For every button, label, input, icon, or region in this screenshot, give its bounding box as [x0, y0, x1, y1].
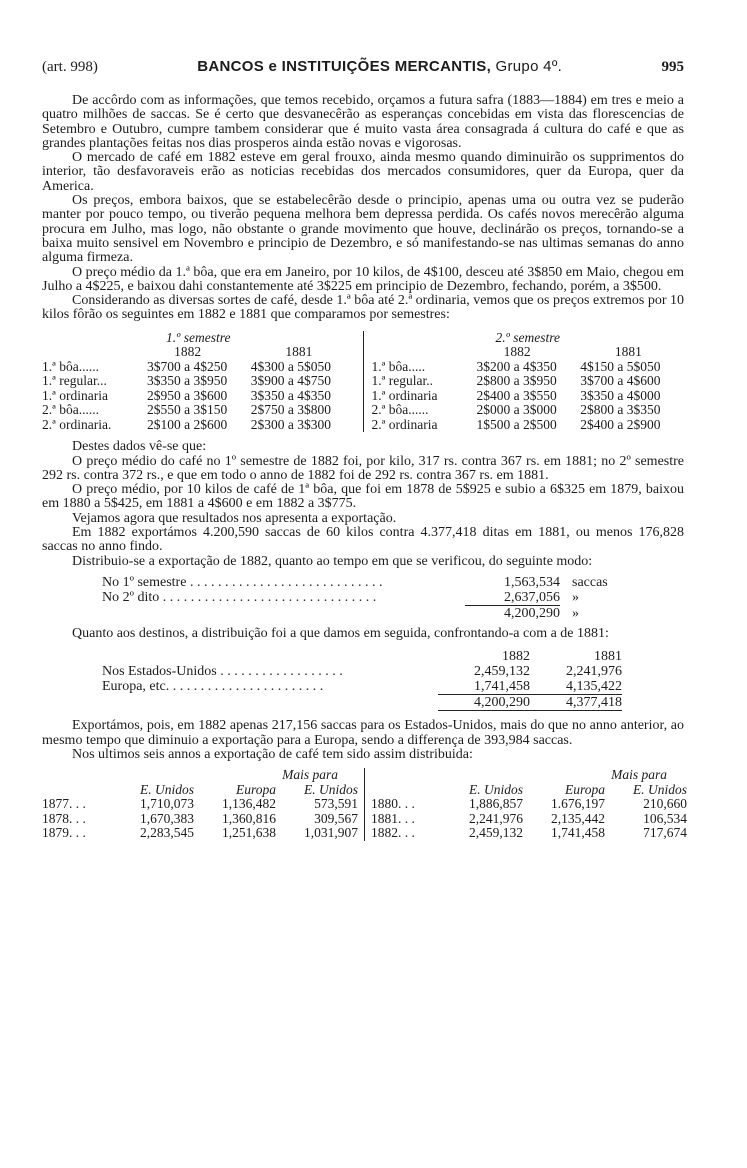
- column-header: E. Unidos: [469, 781, 523, 797]
- sum-cell: 4,200,290: [504, 605, 560, 621]
- cell: 3$700 a 4$600: [580, 373, 661, 389]
- table-row: [42, 403, 355, 418]
- mais-para-label: Mais para: [282, 767, 338, 783]
- semester-title: 1.º semestre: [166, 329, 231, 345]
- table-row: [372, 403, 685, 418]
- cell: 106,534: [643, 810, 687, 826]
- cell: 2$950 a 3$600: [147, 387, 228, 403]
- column-header: Europa: [565, 781, 605, 797]
- cell: 1$500 a 2$500: [476, 416, 557, 432]
- paragraph: Em 1882 exportámos 4.200,590 saccas de 60 kilos contra 4.377,418 ditas em 1881, ou menos 176,828 saccas no anno findo.: [42, 525, 684, 555]
- paragraph: Distribuio-se a exportação de 1882, quanto ao tempo em que se verificou, do seguinte modo:: [72, 553, 593, 569]
- table-row: [42, 418, 355, 433]
- totals-row: [102, 590, 622, 606]
- table-row: [102, 679, 622, 695]
- cell: 1,136,482: [222, 796, 276, 812]
- row-label: 2.ª bôa......: [42, 402, 99, 418]
- cell: 1,360,816: [222, 810, 276, 826]
- year-header: 1882: [502, 649, 530, 665]
- row-label: No 1º semestre . . . . . . . . . . . . . . . . . . . . . . . . . . . .: [102, 574, 383, 590]
- cell: 4,135,422: [530, 679, 622, 695]
- cell: 1,710,073: [140, 796, 194, 812]
- row-label: 1.ª regular..: [371, 373, 433, 389]
- row-label: 1.ª bôa......: [42, 358, 99, 374]
- cell: 2$750 a 3$800: [250, 402, 331, 418]
- year-header: 1881: [614, 344, 642, 360]
- distribution-left: [42, 768, 365, 841]
- totals-row: [102, 575, 622, 590]
- table-row: [372, 418, 685, 433]
- cell: 2,241,976: [566, 664, 622, 680]
- paragraph: O preço médio da 1.ª bôa, que era em Janeiro, por 10 kilos, de 4$100, desceu até 3$850 em Maio, chegou em Julho a 4$225, e baixou dahi constantemente até 3$225 em principio de Dezembro, fechando, porém, a 3$500.: [42, 264, 684, 294]
- sum-cell: 4,377,418: [530, 695, 622, 711]
- row-label: No 2º dito . . . . . . . . . . . . . . . . . . . . . . . . . . . . . . .: [102, 589, 377, 605]
- cell: 2$550 a 3$150: [147, 402, 228, 418]
- table-row: [102, 664, 622, 679]
- cell: 1,741,458: [438, 679, 530, 695]
- article-ref: (art. 998): [42, 59, 98, 75]
- cell: 309,567: [314, 810, 358, 826]
- second-semester: [364, 331, 685, 433]
- year-header: 1882: [174, 344, 202, 360]
- paragraph: O preço médio, por 10 kilos de café de 1ª bôa, que foi em 1878 de 5$925 e subio a 6$325 em 1879, baixou em 1880 a 5$425, em 1881 a 4$600 e em 1882 a 3$775.: [42, 482, 684, 512]
- unit: »: [572, 605, 579, 621]
- cell: 3$350 a 3$950: [147, 373, 228, 389]
- table-row: [42, 797, 358, 812]
- cell: 3$350 a 4$000: [580, 387, 661, 403]
- cell: 1,886,857: [469, 796, 523, 812]
- paragraph: Os preços, embora baixos, que se estabelecêrão desde o principio, apenas uma ou outra vez se puderão manter por pouco tempo, ou tiverão pequena melhora bem depressa perdida. Os cafés novos merecêrão alguma procura em Julho, mas logo, não obstante o grande movimento que houve, declinárão os preços, tornando-se a baixa muito sensivel em Novembro e principio de Dezembro, e só manifestando-se nas ultimas semanas do anno alguma firmeza.: [42, 193, 684, 266]
- unit: saccas: [572, 574, 608, 590]
- paragraph: Destes dados vê-se que:: [72, 439, 207, 455]
- paragraph: Nos ultimos seis annos a exportação de café tem sido assim distribuida:: [72, 746, 473, 762]
- cell: 2$000 a 3$000: [476, 402, 557, 418]
- cell: 2,241,976: [469, 810, 523, 826]
- year-header: 1882: [503, 344, 531, 360]
- destinations-table: [102, 649, 622, 711]
- column-header: E. Unidos: [140, 781, 194, 797]
- paragraph: Vejamos agora que resultados nos apresenta a exportação.: [72, 510, 397, 526]
- group-text: Grupo 4º.: [495, 58, 563, 75]
- semester-price-table: [42, 331, 684, 433]
- unit: »: [572, 589, 579, 605]
- cell: 2$400 a 3$550: [476, 387, 557, 403]
- cell: 2,135,442: [551, 810, 605, 826]
- table-row: [371, 812, 687, 827]
- semester-totals: [102, 575, 622, 621]
- cell: 2$800 a 3$950: [476, 373, 557, 389]
- page-title: [197, 58, 562, 75]
- paragraph: De accôrdo com as informações, que temos recebido, orçamos a futura safra (1883—1884) em tres e meio a quatro milhões de saccas. Se é certo que desvanecêrão as esperanças concebidas em vista das florescencias de Setembro e Outubro, cumpre tambem considerar que é muito vasta área consagrada á cultura do café e que as grandes plantações feitas nos dias prosperos ainda estão novas e vigorosas.: [42, 93, 684, 151]
- table-row: [42, 360, 355, 375]
- cell: 2,459,132: [474, 664, 530, 680]
- table-row: [372, 360, 685, 375]
- semester-title: 2.º semestre: [495, 329, 560, 345]
- cell: 3$700 a 4$250: [147, 358, 228, 374]
- header-row: [42, 783, 358, 798]
- cell: 3$350 a 4$350: [250, 387, 331, 403]
- cell: 2,283,545: [140, 825, 194, 841]
- paragraph: O preço médio do café no 1º semestre de 1882 foi, por kilo, 317 rs. contra 367 rs. em 1881; no 2º semestre 292 rs. contra 372 rs., e que em todo o anno de 1882 foi de 292 rs. contra 367 rs. em 1881.: [42, 453, 684, 483]
- table-row: [42, 374, 355, 389]
- table-row: [372, 374, 685, 389]
- paragraph: Exportámos, pois, em 1882 apenas 217,156 saccas para os Estados-Unidos, mais do que no anno anterior, ao mesmo tempo que diminuio a exportação para a Europa, sendo a differença de 393,984 saccas.: [42, 718, 684, 748]
- mais-para-label: Mais para: [611, 767, 667, 783]
- row-label: Europa, etc. . . . . . . . . . . . . . . . . . . . . . .: [102, 679, 324, 695]
- row-label: 2.ª ordinaria.: [42, 416, 112, 432]
- column-header: E. Unidos: [304, 781, 358, 797]
- cell: 573,591: [314, 796, 358, 812]
- cell: 2$400 a 2$900: [580, 416, 661, 432]
- cell: 3$200 a 4$350: [476, 358, 557, 374]
- year-header: 1881: [594, 649, 622, 665]
- title-text: BANCOS e INSTITUIÇÕES MERCANTIS,: [197, 58, 492, 75]
- cell: 2,459,132: [469, 825, 523, 841]
- cell: 717,674: [643, 825, 687, 841]
- row-label: 1880. . .: [371, 796, 415, 812]
- distribution-right: [365, 768, 687, 841]
- table-row: [371, 826, 687, 841]
- row-label: Nos Estados-Unidos . . . . . . . . . . . . . . . . . .: [102, 664, 343, 680]
- cell: 210,660: [643, 796, 687, 812]
- cell: 2,637,056: [465, 590, 560, 606]
- cell: 3$900 a 4$750: [250, 373, 331, 389]
- paragraph: Quanto aos destinos, a distribuição foi a que damos em seguida, confrontando-a com a de 1881:: [72, 625, 609, 641]
- row-label: 1882. . .: [371, 825, 415, 841]
- table-row: [42, 389, 355, 404]
- row-label: 1.ª regular...: [42, 373, 107, 389]
- distribution-table: [42, 767, 687, 841]
- cell: 2$800 a 3$350: [580, 402, 661, 418]
- table-row: [42, 812, 358, 827]
- cell: 1,251,638: [222, 825, 276, 841]
- page-header: [42, 58, 684, 76]
- table-row: [42, 826, 358, 841]
- cell: 2$100 a 2$600: [147, 416, 228, 432]
- document-page: [42, 58, 687, 841]
- totals-sum-row: [102, 606, 622, 621]
- column-header: Europa: [236, 781, 276, 797]
- cell: 1,563,534: [504, 574, 560, 590]
- page-number: 995: [661, 59, 684, 75]
- cell: 1,031,907: [304, 825, 358, 841]
- table-row: [371, 797, 687, 812]
- cell: 1,741,458: [551, 825, 605, 841]
- paragraph: Considerando as diversas sortes de café, desde 1.ª bôa até 2.ª ordinaria, vemos que os preços extremos por 10 kilos fôrão os seguintes em 1882 e 1881 que comparamos por semestres:: [42, 293, 684, 323]
- cell: 1,670,383: [140, 810, 194, 826]
- row-label: 1.ª ordinaria: [42, 387, 108, 403]
- header-row: [371, 783, 687, 798]
- sum-row: [102, 695, 622, 711]
- cell: 4$300 a 5$050: [250, 358, 331, 374]
- year-header: 1881: [285, 344, 313, 360]
- cell: 2$300 a 3$300: [250, 416, 331, 432]
- row-label: 2.ª bôa......: [371, 402, 429, 418]
- column-header: E. Unidos: [633, 781, 687, 797]
- row-label: 1881. . .: [371, 810, 415, 826]
- first-semester: [42, 331, 364, 433]
- row-label: 1.ª bôa.....: [371, 358, 426, 374]
- sum-cell: 4,200,290: [438, 695, 530, 711]
- table-row: [372, 389, 685, 404]
- cell: 4$150 a 5$050: [580, 358, 661, 374]
- row-label: 1877. . .: [42, 796, 86, 812]
- row-label: 2.ª ordinaria: [371, 416, 438, 432]
- row-label: 1878. . .: [42, 810, 86, 826]
- cell: 1.676,197: [551, 796, 605, 812]
- row-label: 1879. . .: [42, 825, 86, 841]
- paragraph: O mercado de café em 1882 esteve em geral frouxo, ainda mesmo quando diminuirão os supprimentos do interior, tão desfavoraveis erão as noticias recebidas dos mercados consumidores, quer da Europa, quer da America.: [42, 150, 684, 194]
- row-label: 1.ª ordinaria: [371, 387, 438, 403]
